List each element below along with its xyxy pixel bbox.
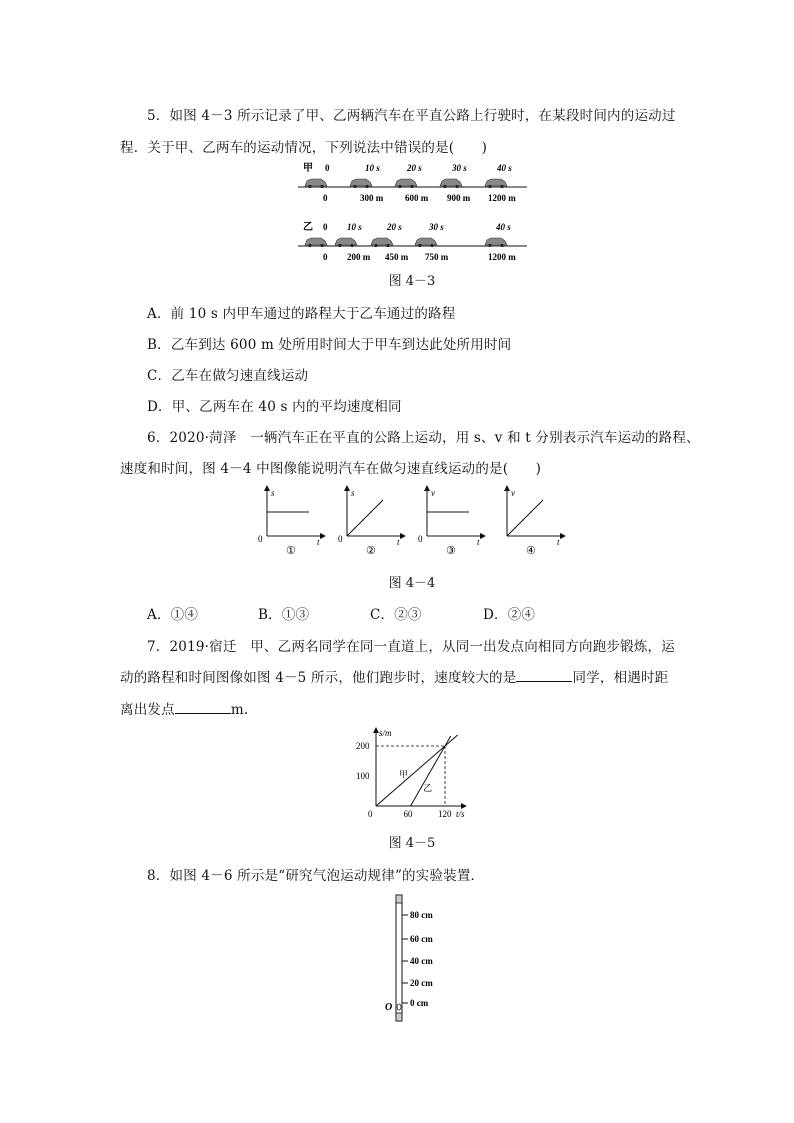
graph-4 xyxy=(507,488,563,557)
q5-option-a: A．前 10 s 内甲车通过的路程大于乙车通过的路程 xyxy=(147,306,456,322)
q6-option-a: A．①④ xyxy=(147,607,199,623)
q5-line1: 5．如图 4－3 所示记录了甲、乙两辆汽车在平直公路上行驶时，在某段时间内的运动过 xyxy=(147,108,676,124)
svg-text:t: t xyxy=(477,537,480,547)
y-axis-label: s/m xyxy=(379,728,392,738)
car-b-distance: 1200 m xyxy=(488,252,516,262)
svg-text:80 cm: 80 cm xyxy=(410,910,433,920)
answer-blank-2[interactable] xyxy=(175,701,231,714)
car-a-label: 甲 xyxy=(303,163,313,174)
series-label-a: 甲 xyxy=(399,769,409,780)
figure-caption: 图 4－3 xyxy=(388,274,436,289)
answer-blank-1[interactable] xyxy=(516,669,572,682)
svg-text:t: t xyxy=(557,537,560,547)
svg-text:t: t xyxy=(317,537,320,547)
q5-figure xyxy=(295,160,535,268)
q5-option-b: B．乙车到达 600 m 处所用时间大于甲车到达此处所用时间 xyxy=(147,337,512,353)
x-tick-label: 0 xyxy=(368,809,373,819)
car-b-time: 20 s xyxy=(387,222,402,232)
origin-label: O xyxy=(385,1002,393,1013)
q5-option-d: D．甲、乙两车在 40 s 内的平均速度相同 xyxy=(147,399,402,415)
graph-3 xyxy=(418,488,483,557)
car-a-distance: 300 m xyxy=(360,193,384,203)
car-a-time: 10 s xyxy=(365,163,380,173)
q5-line2: 程．关于甲、乙两车的运动情况，下列说法中错误的是( ) xyxy=(120,140,488,156)
q6-line1: 6．2020·菏泽 一辆汽车正在平直的公路上运动，用 s、v 和 t 分别表示汽车运动的路程、 xyxy=(147,430,700,446)
car-b-time: 30 s xyxy=(429,222,444,232)
svg-text:20 cm: 20 cm xyxy=(410,978,433,988)
q7-chart xyxy=(352,724,472,824)
car-a-distance: 0 xyxy=(323,193,328,203)
glass-tube xyxy=(396,895,402,1021)
y-tick-label: 100 xyxy=(356,771,370,781)
car-a-distance: 1200 m xyxy=(488,193,516,203)
svg-text:0: 0 xyxy=(418,534,423,544)
q6-line2: 速度和时间，图 4－4 中图像能说明汽车在做匀速直线运动的是( ) xyxy=(120,461,542,477)
series-label-b: 乙 xyxy=(423,783,433,793)
graph-number: ① xyxy=(286,545,296,557)
q7-line2: 动的路程和时间图像如图 4－5 所示，他们跑步时，速度较大的是 同学，相遇时距 xyxy=(120,670,669,686)
svg-text:60 cm: 60 cm xyxy=(410,934,433,944)
graph-number: ② xyxy=(366,545,376,557)
figure-caption: 图 4－5 xyxy=(388,836,436,851)
car-a-time: 20 s xyxy=(407,163,422,173)
q6-option-c: C．②③ xyxy=(370,607,422,623)
q8-line1: 8．如图 4－6 所示是“研究气泡运动规律”的实验装置． xyxy=(147,868,485,884)
x-tick-label: 60 xyxy=(403,809,413,819)
svg-text:v: v xyxy=(511,488,515,498)
car-a-distance: 600 m xyxy=(405,193,429,203)
svg-text:40 cm: 40 cm xyxy=(410,956,433,966)
graph-2 xyxy=(338,488,403,557)
car-a-time: 30 s xyxy=(452,163,467,173)
car-b-distance: 200 m xyxy=(347,252,371,262)
car-b-time: 40 s xyxy=(496,222,511,232)
q7-line1: 7．2019·宿迁 甲、乙两名同学在同一直道上，从同一出发点向相同方向跑步锻炼，运 xyxy=(147,639,675,655)
tube-marks xyxy=(402,910,433,1008)
car-a-time: 40 s xyxy=(497,163,512,173)
car-a-distance: 900 m xyxy=(447,193,471,203)
q6-option-d: D．②④ xyxy=(483,607,536,623)
svg-text:s: s xyxy=(351,488,355,498)
q8-tube-figure xyxy=(380,893,460,1025)
car-b-distance: 0 xyxy=(323,252,328,262)
graph-number: ④ xyxy=(526,545,536,557)
svg-text:s: s xyxy=(271,488,275,498)
svg-text:0 cm: 0 cm xyxy=(410,998,429,1008)
figure-caption: 图 4－4 xyxy=(388,576,436,591)
car-a-time: 0 xyxy=(325,163,330,173)
svg-text:v: v xyxy=(431,488,435,498)
graph-number: ③ xyxy=(446,545,456,557)
q6-graphs xyxy=(255,482,575,560)
svg-text:0: 0 xyxy=(338,534,343,544)
q5-option-c: C．乙车在做匀速直线运动 xyxy=(147,368,309,384)
q7-line3: 离出发点 m. xyxy=(120,702,249,718)
svg-text:t: t xyxy=(397,537,400,547)
y-tick-label: 200 xyxy=(356,741,370,751)
x-tick-label: 120 xyxy=(438,809,452,819)
graph-1 xyxy=(258,488,323,557)
car-b-time: 10 s xyxy=(347,222,362,232)
car-b-distance: 450 m xyxy=(385,252,409,262)
car-b-time: 0 xyxy=(323,222,328,232)
x-axis-label: t/s xyxy=(456,809,465,819)
q6-option-b: B．①③ xyxy=(258,607,310,623)
car-b-label: 乙 xyxy=(303,222,313,233)
svg-text:0: 0 xyxy=(258,534,263,544)
car-b-distance: 750 m xyxy=(425,252,449,262)
